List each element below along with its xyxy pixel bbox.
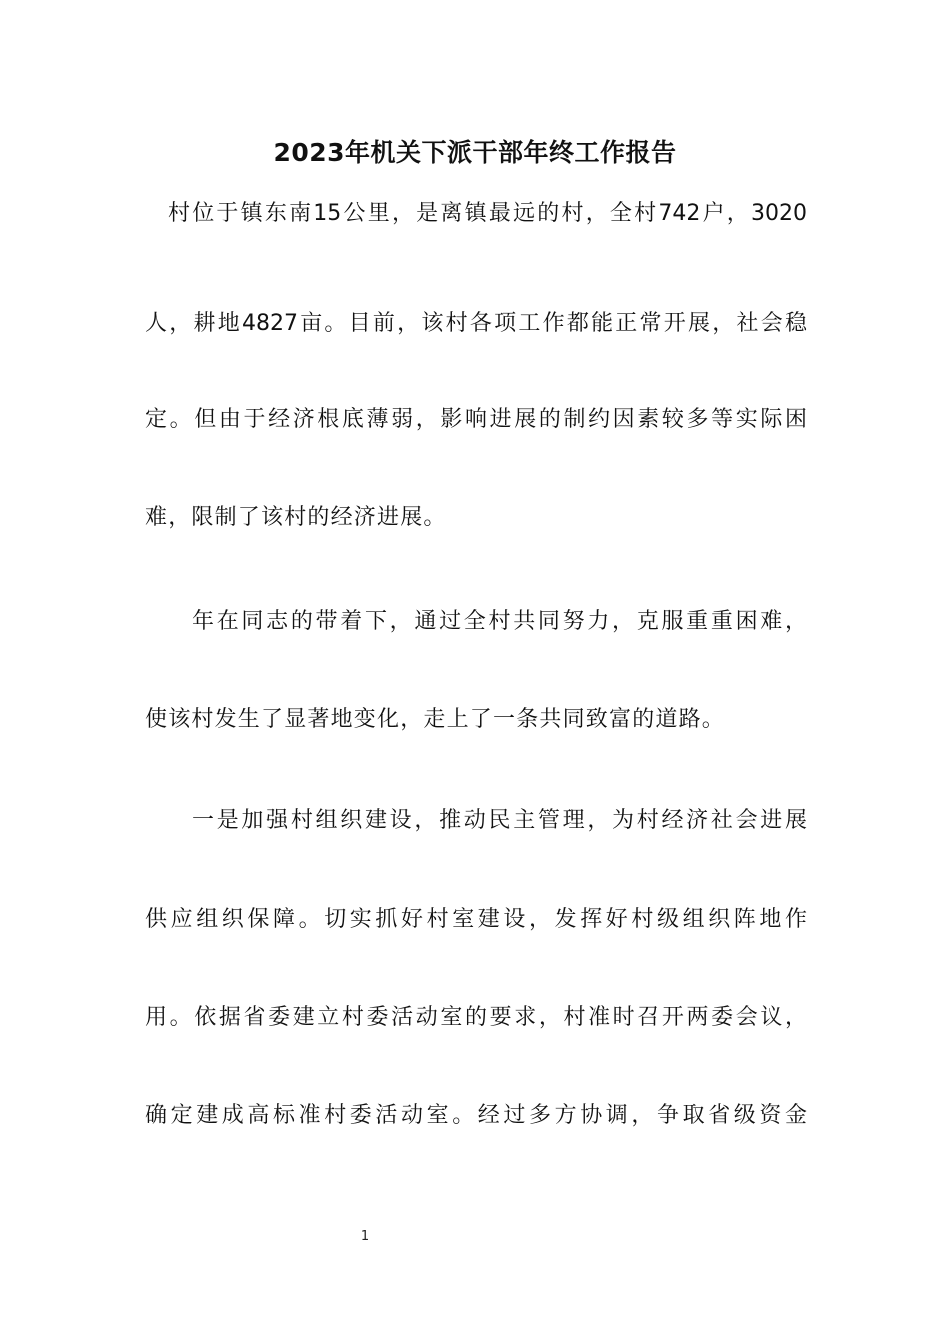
paragraph-line: 年在同志的带着下，通过全村共同努力，克服重重困难，: [192, 609, 807, 634]
paragraph-line: 确定建成高标准村委活动室。经过多方协调，争取省级资金: [145, 1103, 807, 1128]
paragraph-line: 供应组织保障。切实抓好村室建设，发挥好村级组织阵地作: [145, 907, 807, 932]
paragraph-line: 使该村发生了显著地变化，走上了一条共同致富的道路。: [145, 707, 726, 732]
paragraph-line: 用。依据省委建立村委活动室的要求，村准时召开两委会议，: [145, 1005, 807, 1030]
paragraph-line: 难，限制了该村的经济进展。: [145, 505, 447, 530]
page-number: 1: [360, 1229, 370, 1244]
document-title: 2023年机关下派干部年终工作报告: [273, 138, 677, 167]
paragraph-line: 定。但由于经济根底薄弱，影响进展的制约因素较多等实际困: [145, 407, 807, 432]
paragraph-line: 一是加强村组织建设，推动民主管理，为村经济社会进展: [192, 808, 807, 833]
paragraph-line: 村位于镇东南15公里，是离镇最远的村，全村742户，3020: [168, 201, 807, 226]
paragraph-line: 人，耕地4827亩。目前，该村各项工作都能正常开展，社会稳: [145, 311, 807, 336]
